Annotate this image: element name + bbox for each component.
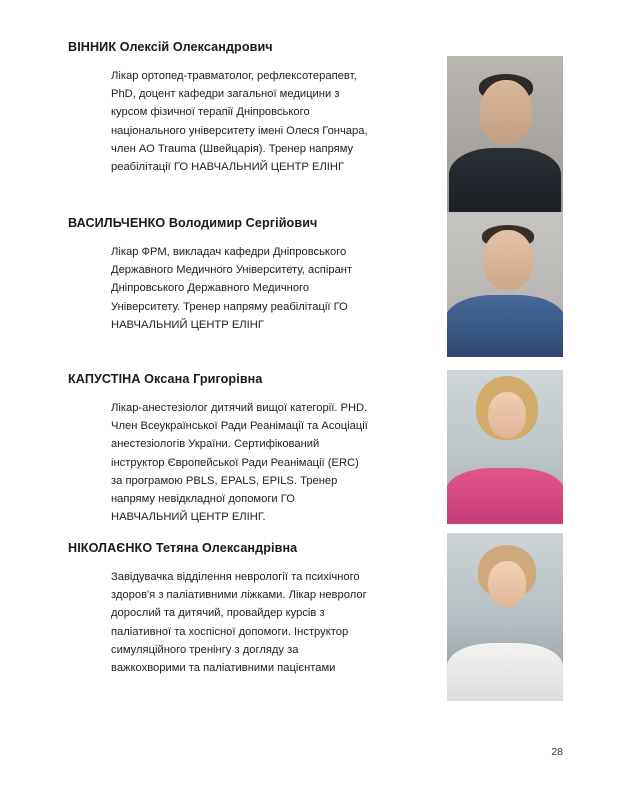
person-photo: [447, 370, 563, 524]
page-number: 28: [551, 746, 563, 758]
person-bio: Лікар-анестезіолог дитячий вищої категорії. PHD. Член Всеукраїнської Ради Реанімації та Асоціації анестезіологів України. Сертифікований інструктор Європейської Ради Реанімації (ERC) за програмою PBLS, EPALS, EPILS. Тренер напряму невідкладної допомоги ГО НАВЧАЛЬНИЙ ЦЕНТР ЕЛІНГ.: [111, 402, 368, 523]
person-name: ВІННИК Олексій Олександрович: [68, 40, 273, 54]
person-photo: [447, 533, 563, 701]
person-bio: Лікар ортопед-травматолог, рефлексотерапевт, PhD, доцент кафедри загальної медицини з курсом фізичної терапії Дніпровського національного університету імені Олеся Гончара, член АО Trauma (Швейцарія). Тренер напряму реабілітації ГО НАВЧАЛЬНИЙ ЦЕНТР ЕЛІНГ: [111, 70, 368, 173]
person-photo: [447, 56, 563, 214]
bio-entry: [68, 541, 563, 711]
bio-text-column: [68, 40, 368, 176]
person-name: ВАСИЛЬЧЕНКО Володимир Сергійович: [68, 216, 318, 230]
person-photo: [447, 212, 563, 357]
bio-text-column: [68, 541, 368, 677]
bio-entry: [68, 216, 563, 366]
person-bio: Завідувачка відділення неврології та психічного здоров'я з паліативними ліжками. Лікар невролог дорослий та дитячий, провайдер курсів з паліативної та хоспісної допомоги. Інструктор симуляційного тренінгу з догляду за важкохворими та паліативними пацієнтами: [111, 571, 367, 674]
person-bio: Лікар ФРМ, викладач кафедри Дніпровського Державного Медичного Університету, аспірант Дніпровського Державного Медичного Університету. Тренер напряму реабілітації ГО НАВЧАЛЬНИЙ ЦЕНТР ЕЛІНГ: [111, 246, 353, 331]
bio-entry: [68, 372, 563, 535]
person-name: КАПУСТІНА Оксана Григорівна: [68, 372, 263, 386]
bio-text-column: [68, 372, 368, 526]
person-name: НІКОЛАЄНКО Тетяна Олександрівна: [68, 541, 298, 555]
bio-entry: [68, 40, 563, 210]
bio-text-column: [68, 216, 368, 334]
